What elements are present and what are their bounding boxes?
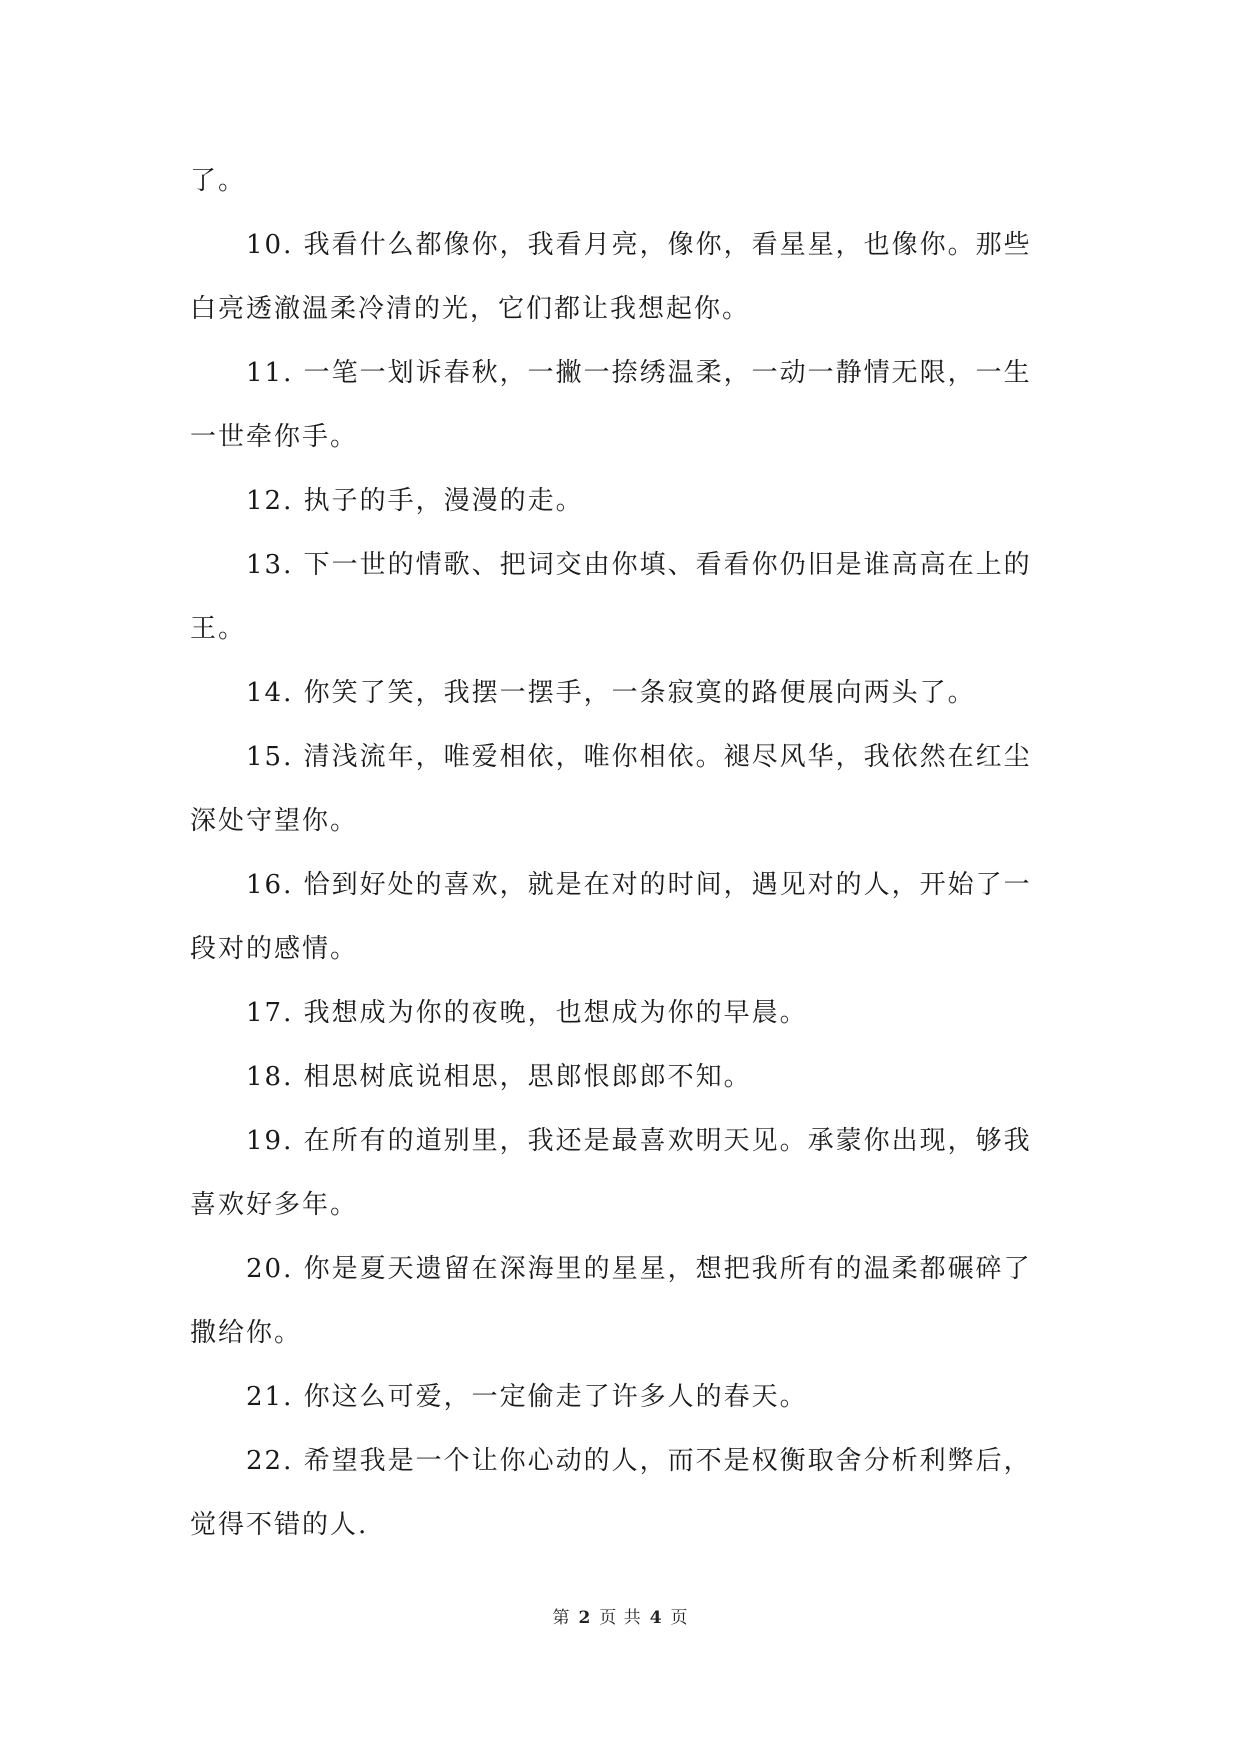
- text-line: 18. 相思树底说相思，思郎恨郎郎不知。: [246, 1062, 752, 1092]
- document-body: [190, 158, 1060, 1566]
- text-line: 22. 希望我是一个让你心动的人，而不是权衡取舍分析利弊后，: [246, 1446, 1032, 1476]
- page-footer: [0, 1603, 1241, 1628]
- footer-middle: 页 共: [599, 1608, 642, 1628]
- text-line: 21. 你这么可爱，一定偷走了许多人的春天。: [246, 1382, 808, 1412]
- text-line: 10. 我看什么都像你，我看月亮，像你，看星星，也像你。那些: [246, 230, 1032, 260]
- text-line: 13. 下一世的情歌、把词交由你填、看看你仍旧是谁高高在上的: [246, 550, 1032, 580]
- text-line: 白亮透澈温柔冷清的光，它们都让我想起你。: [190, 294, 751, 324]
- text-line: 17. 我想成为你的夜晚，也想成为你的早晨。: [246, 998, 808, 1028]
- text-line: 了。: [190, 166, 247, 196]
- text-line: 15. 清浅流年，唯爱相依，唯你相依。褪尽风华，我依然在红尘: [246, 742, 1032, 772]
- text-line: 16. 恰到好处的喜欢，就是在对的时间，遇见对的人，开始了一: [246, 870, 1032, 900]
- footer-prefix: 第: [552, 1608, 571, 1628]
- text-line: 19. 在所有的道别里，我还是最喜欢明天见。承蒙你出现，够我: [246, 1126, 1032, 1156]
- text-line: 20. 你是夏天遗留在深海里的星星，想把我所有的温柔都碾碎了: [246, 1254, 1032, 1284]
- text-line: 撒给你。: [190, 1318, 303, 1348]
- text-line: 王。: [190, 614, 247, 644]
- text-line: 12. 执子的手，漫漫的走。: [246, 486, 584, 516]
- footer-suffix: 页: [670, 1608, 689, 1628]
- text-line: 觉得不错的人.: [190, 1510, 369, 1540]
- text-line: 深处守望你。: [190, 806, 359, 836]
- total-pages-number: 4: [649, 1608, 663, 1628]
- text-line: 11. 一笔一划诉春秋，一撇一捺绣温柔，一动一静情无限，一生: [246, 358, 1032, 388]
- text-line: 一世牵你手。: [190, 422, 359, 452]
- text-line: 喜欢好多年。: [190, 1190, 359, 1220]
- text-line: 段对的感情。: [190, 934, 359, 964]
- text-line: 14. 你笑了笑，我摆一摆手，一条寂寞的路便展向两头了。: [246, 678, 976, 708]
- current-page-number: 2: [578, 1608, 592, 1628]
